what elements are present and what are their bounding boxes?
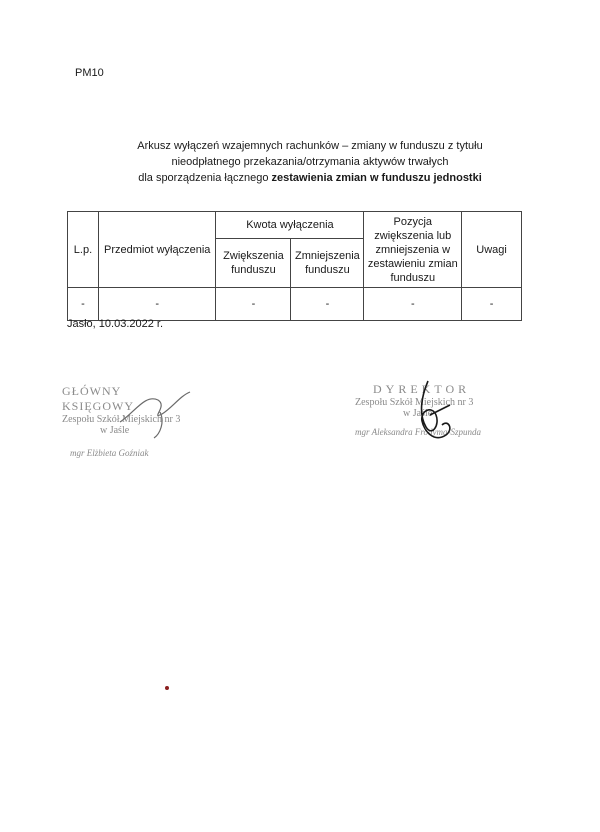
title-line-3 (100, 170, 520, 186)
header-amount-group: Kwota wyłączenia (216, 212, 364, 239)
title-line-1: Arkusz wyłączeń wzajemnych rachunków – zmiany w funduszu z tytułu (137, 140, 483, 152)
signature-director-icon (400, 375, 470, 450)
title-line-3-prefix: dla sporządzenia łącznego (138, 172, 272, 184)
header-decrease: Zmniejszenia funduszu (291, 239, 364, 288)
document-title (100, 138, 520, 186)
header-notes: Uwagi (462, 212, 522, 288)
cell-lp: - (68, 288, 99, 321)
stamp-right-line1: Zespołu Szkół Miejskich nr 3 (355, 397, 474, 408)
title-line-2: nieodpłatnego przekazania/otrzymania aktywów trwałych (171, 156, 449, 168)
stamp-left-title: GŁÓWNY KSIĘGOWY (62, 384, 134, 413)
stamp-right-line2: w Jaśle (403, 408, 433, 419)
stamp-left-line2: w Jaśle (100, 425, 130, 436)
stamp-right-title: DYREKTOR (373, 382, 471, 396)
document-code: PM10 (75, 67, 104, 79)
stamp-left-name: mgr Elżbieta Goźniak (70, 448, 149, 458)
exclusion-table (67, 211, 522, 321)
cell-subject: - (98, 288, 216, 321)
date-line: Jasło, 10.03.2022 r. (67, 318, 164, 330)
header-increase: Zwiększenia funduszu (216, 239, 291, 288)
title-line-3-bold: zestawienia zmian w funduszu jednostki (271, 172, 482, 184)
cell-increase: - (216, 288, 291, 321)
signature-chief-accountant-icon (110, 382, 200, 442)
header-position: Pozycja zwiększenia lub zmniejszenia w zestawieniu zmian funduszu (364, 212, 462, 288)
table-row (68, 288, 522, 321)
scan-mark (165, 686, 169, 690)
stamp-right-name: mgr Aleksandra Frodyma-Szpunda (355, 427, 481, 437)
stamp-left-line1: Zespołu Szkół Miejskich nr 3 (62, 414, 181, 425)
cell-decrease: - (291, 288, 364, 321)
cell-notes: - (462, 288, 522, 321)
header-subject: Przedmiot wyłączenia (98, 212, 216, 288)
cell-position: - (364, 288, 462, 321)
header-lp: L.p. (68, 212, 99, 288)
